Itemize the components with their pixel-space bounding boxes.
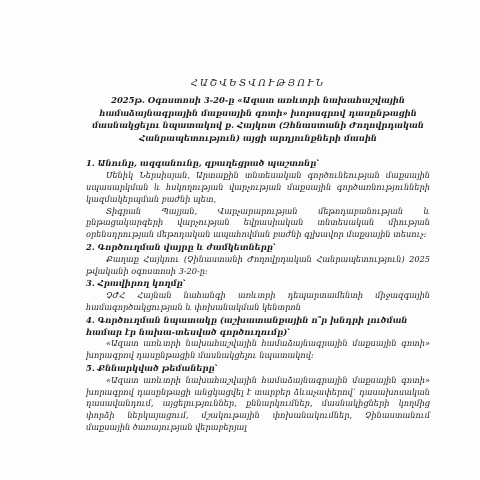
section-paragraph: «Ազատ առևտրի նախահաշվային համաձայնագրային մաքսային գոտի» խորագրով դասընթացի անցկացվել է տարբեր ձևաչափերով՝ դասախոսական դասավանդում, այցելություններ, քննարկումներ, մասնակիցների կողմից փորձի ներկայացում, մշակութային փոխանակումներ, Չինաստանում մաքսային ծառայության վերաբերյալ bbox=[86, 374, 430, 432]
section-4 bbox=[86, 315, 430, 362]
section-1 bbox=[86, 158, 430, 241]
section-2 bbox=[86, 242, 430, 277]
section-heading: 4. Գործուղման նպատակը (աշխատանքային ո՞ր խնդրի լուծման համար էր նախա-տեսված գործուղումը)՝ bbox=[86, 314, 408, 337]
section-paragraph: ՉԺՀ Հայնան նահանգի առևտրի դեպարտամենտի միջազգային համագործակցության և փոխանակման կենտրոն bbox=[86, 290, 430, 312]
section-heading: 5. Քննարկված թեմաները՝ bbox=[86, 362, 218, 373]
document-body bbox=[86, 78, 430, 434]
section-heading: 3. Հրավիրող կողմը՝ bbox=[86, 278, 186, 289]
section-paragraph: Տիգրան Պայյան, Վարչարարության մեթոդաբանության և ընթացակարգերի վարչության եվրասիական տնտեսական միության օրենսդրության մեթոդական ապահովման բաժնի գլխավոր մաքսային տեսուչ: bbox=[86, 205, 430, 240]
section-paragraph: Քաղաք Հայկոու (Չինաստանի Ժողովրդական Հանրապետություն) 2025 թվականի օգոստոսի 3-20-ը: bbox=[86, 253, 430, 276]
section-heading: 1. Անունը, ազգանունը, զբաղեցրած պաշտոնը՝ bbox=[86, 158, 319, 169]
document-subtitle: 2025թ. Օգոստոսի 3-20-ը «Ազատ առևտրի նախահաշվային համաձայնագրային մաքսային գոտի» խորագրով դասընթացին մասնակցելու նպատակով ք. Հայկոտ (Զհնաստանի Ժողովրդական Հանրապետություն) այցի արդյունքների մասին bbox=[92, 95, 424, 143]
section-3 bbox=[86, 278, 430, 313]
section-paragraph: «Ազատ առևտրի նախահաշվային համաձայնագրային մաքսային գոտի» խորագրով դասընթացին մասնակցելու նպատակով: bbox=[86, 338, 430, 361]
section-5 bbox=[86, 363, 430, 434]
section-heading: 2. Գործուղման վայրը և ժամկետները՝ bbox=[86, 241, 276, 252]
document-title: ՀԱՇՎԵՏՎՈՒԹՅՈՒՆ bbox=[190, 78, 326, 89]
section-paragraph: Սենիկ Ներսիսյան, Արտաքին տնտեսական գործունեության մաքսային սպասարկման և հսկողության վարչության մաքսային գործառնությունների կազմակերպման բաժնի պետ, bbox=[86, 170, 430, 204]
